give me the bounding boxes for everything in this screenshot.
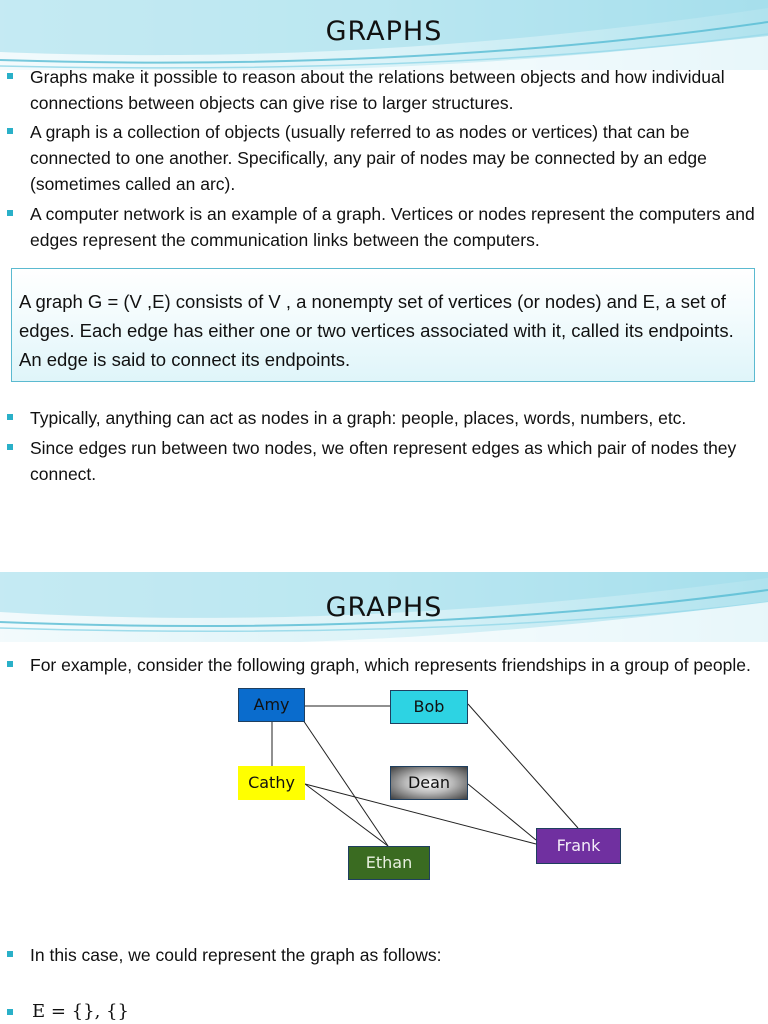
square-bullet-icon [7,128,13,134]
edge-set-formula: E = {}, {} [32,1001,129,1022]
bullet-item: In this case, we could represent the graph as follows: [10,942,760,968]
node-label: Dean [407,773,451,792]
node-dean [390,766,468,800]
square-bullet-icon [7,210,13,216]
bullet-item: Graphs make it possible to reason about the relations between objects and how individual connections between objects can give rise to larger structures. [10,64,760,116]
bullet-item: Since edges run between two nodes, we often represent edges as which pair of nodes they connect. [10,435,760,487]
node-label: Frank [556,836,601,855]
bullet-item: Typically, anything can act as nodes in a graph: people, places, words, numbers, etc. [10,405,760,431]
square-bullet-icon [7,444,13,450]
definition-box [11,268,755,382]
node-cathy [238,766,305,800]
node-label: Bob [413,697,445,716]
square-bullet-icon [7,73,13,79]
node-frank [536,828,621,864]
slide-title: GRAPHS [325,592,443,623]
square-bullet-icon [7,951,13,957]
node-label: Cathy [248,773,295,792]
node-label: Amy [253,695,290,714]
slide-2 [0,572,768,1024]
bullet-item: A graph is a collection of objects (usually referred to as nodes or vertices) that can be connected to one another. Specifically, any pair of nodes may be connected by an edge (sometimes called an arc). [10,119,760,197]
edge-dean-frank [468,784,536,840]
edge-bob-frank [468,704,578,828]
bullet-item: A computer network is an example of a graph. Vertices or nodes represent the computers and edges represent the communication links between the computers. [10,201,760,253]
slide-title: GRAPHS [325,16,443,47]
edge-amy-ethan [303,720,388,846]
node-bob [390,690,468,724]
node-amy [238,688,305,722]
definition-text: A graph G = (V ,E) consists of V , a nonempty set of vertices (or nodes) and E, a set of edges. Each edge has either one or two vertices associated with it, called its endpoints. An edge is said to connect its endpoints. [19,291,734,370]
bullet-item: For example, consider the following graph, which represents friendships in a group of people. [10,652,760,678]
square-bullet-icon [7,414,13,420]
edge-cathy-ethan [305,784,388,846]
node-ethan [348,846,430,880]
square-bullet-icon [7,1009,13,1015]
node-label: Ethan [365,853,413,872]
